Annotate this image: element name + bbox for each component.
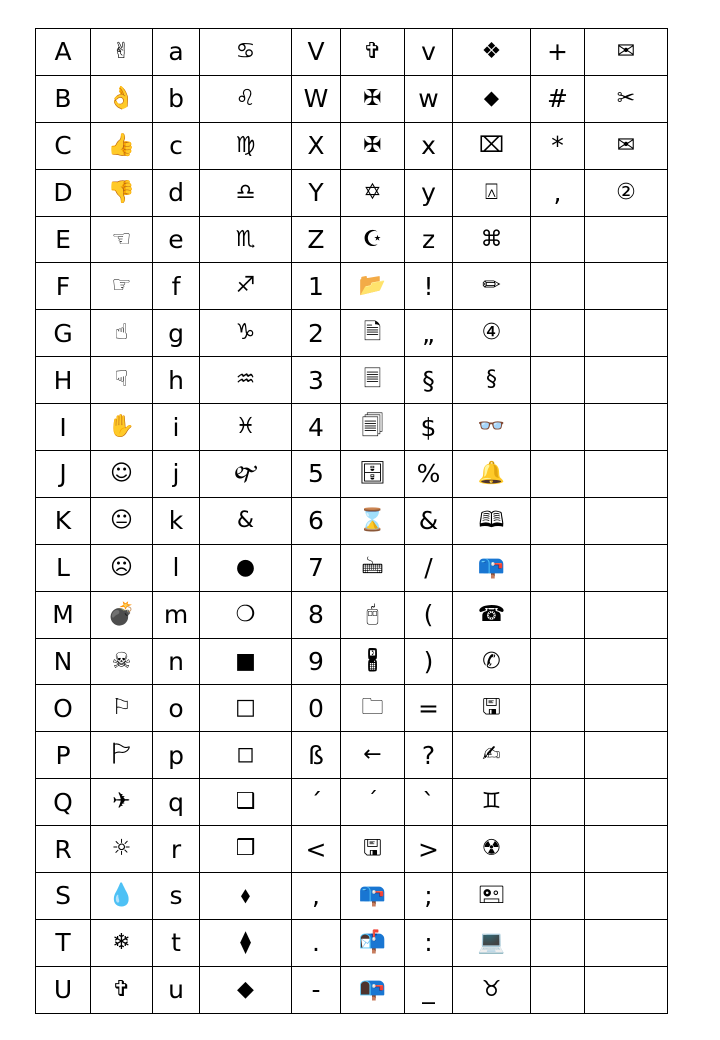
- character-cell: L: [36, 544, 91, 591]
- symbol-glyph-cell: 👓: [453, 404, 531, 451]
- symbol-glyph-cell: ♋: [200, 29, 292, 76]
- symbol-glyph-cell: ✞: [91, 966, 153, 1013]
- symbol-glyph-cell: ✆: [453, 638, 531, 685]
- symbol-glyph-cell: ⚐: [91, 685, 153, 732]
- symbol-glyph-cell: ☜: [91, 216, 153, 263]
- table-row: [36, 966, 668, 1013]
- symbol-glyph-cell: ✈: [91, 779, 153, 826]
- symbol-glyph-cell: 🔔: [453, 451, 531, 498]
- symbol-glyph-cell: 💣: [91, 591, 153, 638]
- symbol-glyph-cell: [585, 216, 668, 263]
- symbol-glyph-cell: ♑: [200, 310, 292, 357]
- table-row: [36, 357, 668, 404]
- character-cell: i: [153, 404, 200, 451]
- symbol-glyph-cell: ☺: [91, 451, 153, 498]
- table-row: [36, 263, 668, 310]
- symbol-glyph-cell: 💻: [453, 919, 531, 966]
- symbol-glyph-cell: ♐: [200, 263, 292, 310]
- character-cell: *: [531, 122, 585, 169]
- symbol-glyph-cell: 📪: [341, 873, 405, 920]
- symbol-glyph-cell: ❑: [200, 779, 292, 826]
- character-cell: o: [153, 685, 200, 732]
- character-cell: 8: [292, 591, 341, 638]
- character-cell: #: [531, 75, 585, 122]
- symbol-glyph-cell: [585, 357, 668, 404]
- symbol-glyph-cell: 📪: [453, 544, 531, 591]
- symbol-glyph-cell: 🙰: [200, 451, 292, 498]
- symbol-glyph-cell: 🖫: [341, 826, 405, 873]
- character-cell: 4: [292, 404, 341, 451]
- character-cell: [531, 310, 585, 357]
- symbol-glyph-cell: 🗎: [341, 310, 405, 357]
- symbol-glyph-cell: ✏: [453, 263, 531, 310]
- table-row: [36, 919, 668, 966]
- character-cell: (: [405, 591, 453, 638]
- character-cell: d: [153, 169, 200, 216]
- symbol-glyph-cell: □: [200, 685, 292, 732]
- table-row: [36, 497, 668, 544]
- symbol-glyph-cell: ✍: [453, 732, 531, 779]
- symbol-glyph-cell: [585, 966, 668, 1013]
- symbol-glyph-cell: ✉: [585, 122, 668, 169]
- symbol-glyph-cell: ◻: [200, 732, 292, 779]
- character-cell: .: [292, 919, 341, 966]
- character-cell: U: [36, 966, 91, 1013]
- character-cell: z: [405, 216, 453, 263]
- character-cell: ;: [405, 873, 453, 920]
- symbol-glyph-cell: ♓: [200, 404, 292, 451]
- character-cell: 1: [292, 263, 341, 310]
- character-cell: [531, 544, 585, 591]
- table-row: [36, 685, 668, 732]
- character-cell: &: [405, 497, 453, 544]
- character-cell: [531, 216, 585, 263]
- table-row: [36, 404, 668, 451]
- symbol-glyph-cell: 🕮: [453, 497, 531, 544]
- symbol-glyph-cell: ✞: [341, 29, 405, 76]
- character-cell: [531, 451, 585, 498]
- symbol-glyph-cell: [585, 873, 668, 920]
- symbol-glyph-cell: ❍: [200, 591, 292, 638]
- character-cell: O: [36, 685, 91, 732]
- character-cell: [531, 497, 585, 544]
- character-cell: E: [36, 216, 91, 263]
- character-cell: =: [405, 685, 453, 732]
- character-cell: G: [36, 310, 91, 357]
- table-row: [36, 732, 668, 779]
- symbol-glyph-cell: ♉: [453, 966, 531, 1013]
- character-cell: n: [153, 638, 200, 685]
- table-row: [36, 873, 668, 920]
- character-cell: q: [153, 779, 200, 826]
- symbol-glyph-cell: [585, 263, 668, 310]
- character-cell: /: [405, 544, 453, 591]
- symbol-glyph-cell: ♍: [200, 122, 292, 169]
- character-cell: :: [405, 919, 453, 966]
- symbol-glyph-cell: 👍: [91, 122, 153, 169]
- character-cell: ß: [292, 732, 341, 779]
- character-cell: b: [153, 75, 200, 122]
- character-cell: [531, 685, 585, 732]
- table-row: [36, 122, 668, 169]
- character-cell: K: [36, 497, 91, 544]
- symbol-glyph-cell: 😐: [91, 497, 153, 544]
- symbol-glyph-cell: ⍓: [453, 169, 531, 216]
- symbol-glyph-cell: [585, 732, 668, 779]
- symbol-glyph-cell: ❖: [453, 29, 531, 76]
- symbol-glyph-cell: ⌧: [453, 122, 531, 169]
- character-cell: x: [405, 122, 453, 169]
- symbol-glyph-cell: 📂: [341, 263, 405, 310]
- symbol-glyph-cell: ←: [341, 732, 405, 779]
- symbol-glyph-cell: ●: [200, 544, 292, 591]
- character-cell: B: [36, 75, 91, 122]
- symbol-glyph-cell: ☼: [91, 826, 153, 873]
- symbol-glyph-cell: 🗏: [341, 357, 405, 404]
- character-cell: >: [405, 826, 453, 873]
- character-cell: T: [36, 919, 91, 966]
- character-cell: P: [36, 732, 91, 779]
- symbol-glyph-cell: &: [200, 497, 292, 544]
- table-row: [36, 169, 668, 216]
- character-cell: ´: [292, 779, 341, 826]
- symbol-glyph-cell: [585, 451, 668, 498]
- character-cell: ?: [405, 732, 453, 779]
- symbol-glyph-cell: ☝: [91, 310, 153, 357]
- table-row: [36, 29, 668, 76]
- symbol-glyph-cell: 👌: [91, 75, 153, 122]
- character-cell: H: [36, 357, 91, 404]
- symbol-glyph-cell: ◆: [200, 966, 292, 1013]
- symbol-glyph-cell: ②: [585, 169, 668, 216]
- symbol-glyph-cell: ˊ: [341, 779, 405, 826]
- symbol-glyph-cell: 🖰: [341, 591, 405, 638]
- character-cell: [531, 919, 585, 966]
- symbol-glyph-cell: ✉: [585, 29, 668, 76]
- character-cell: „: [405, 310, 453, 357]
- symbol-glyph-cell: [585, 685, 668, 732]
- character-cell: F: [36, 263, 91, 310]
- symbol-glyph-cell: ■: [200, 638, 292, 685]
- symbol-glyph-cell: 🖁: [341, 638, 405, 685]
- symbol-glyph-cell: ⌛: [341, 497, 405, 544]
- symbol-glyph-cell: ❄: [91, 919, 153, 966]
- symbol-glyph-cell: [585, 310, 668, 357]
- symbol-glyph-cell: ☹: [91, 544, 153, 591]
- symbol-glyph-cell: 💧: [91, 873, 153, 920]
- character-cell: V: [292, 29, 341, 76]
- symbol-glyph-cell: ♌: [200, 75, 292, 122]
- character-cell: k: [153, 497, 200, 544]
- symbol-glyph-cell: §: [453, 357, 531, 404]
- character-cell: %: [405, 451, 453, 498]
- character-cell: <: [292, 826, 341, 873]
- symbol-glyph-cell: [585, 826, 668, 873]
- character-cell: !: [405, 263, 453, 310]
- character-cell: 5: [292, 451, 341, 498]
- character-cell: I: [36, 404, 91, 451]
- character-cell: [531, 357, 585, 404]
- character-cell: [531, 638, 585, 685]
- symbol-glyph-cell: ♏: [200, 216, 292, 263]
- character-cell: M: [36, 591, 91, 638]
- symbol-glyph-cell: ✠: [341, 75, 405, 122]
- symbol-glyph-cell: ☪: [341, 216, 405, 263]
- character-cell: +: [531, 29, 585, 76]
- character-cell: 6: [292, 497, 341, 544]
- symbol-glyph-cell: 🖮: [341, 544, 405, 591]
- symbol-glyph-cell: 🖭: [453, 873, 531, 920]
- symbol-glyph-cell: 🖫: [453, 685, 531, 732]
- character-cell: C: [36, 122, 91, 169]
- symbol-glyph-cell: 📬: [341, 919, 405, 966]
- character-cell: A: [36, 29, 91, 76]
- character-cell: 7: [292, 544, 341, 591]
- character-cell: ,: [531, 169, 585, 216]
- character-cell: 0: [292, 685, 341, 732]
- character-cell: W: [292, 75, 341, 122]
- symbol-glyph-cell: ☠: [91, 638, 153, 685]
- character-cell: [531, 826, 585, 873]
- character-map-table: [35, 28, 668, 1014]
- character-cell: g: [153, 310, 200, 357]
- character-cell: m: [153, 591, 200, 638]
- symbol-glyph-cell: ☢: [453, 826, 531, 873]
- table-row: [36, 779, 668, 826]
- character-cell: j: [153, 451, 200, 498]
- character-cell: Y: [292, 169, 341, 216]
- character-cell: _: [405, 966, 453, 1013]
- character-cell: p: [153, 732, 200, 779]
- character-cell: N: [36, 638, 91, 685]
- character-cell: [531, 966, 585, 1013]
- character-cell: ): [405, 638, 453, 685]
- symbol-glyph-cell: ⌘: [453, 216, 531, 263]
- symbol-glyph-cell: ✌: [91, 29, 153, 76]
- character-cell: 2: [292, 310, 341, 357]
- table-row: [36, 638, 668, 685]
- symbol-glyph-cell: ❒: [200, 826, 292, 873]
- character-cell: [531, 873, 585, 920]
- character-cell: e: [153, 216, 200, 263]
- table-row: [36, 75, 668, 122]
- character-cell: `: [405, 779, 453, 826]
- character-cell: 3: [292, 357, 341, 404]
- symbol-glyph-cell: [585, 544, 668, 591]
- symbol-glyph-cell: 🗐: [341, 404, 405, 451]
- symbol-glyph-cell: ✋: [91, 404, 153, 451]
- character-cell: v: [405, 29, 453, 76]
- character-cell: h: [153, 357, 200, 404]
- symbol-glyph-cell: [585, 638, 668, 685]
- character-cell: y: [405, 169, 453, 216]
- character-cell: S: [36, 873, 91, 920]
- symbol-glyph-cell: 👎: [91, 169, 153, 216]
- character-cell: R: [36, 826, 91, 873]
- symbol-glyph-cell: 🗄: [341, 451, 405, 498]
- symbol-glyph-cell: [585, 779, 668, 826]
- character-cell: s: [153, 873, 200, 920]
- symbol-glyph-cell: ♒: [200, 357, 292, 404]
- character-cell: $: [405, 404, 453, 451]
- symbol-glyph-cell: 🏱: [91, 732, 153, 779]
- character-cell: l: [153, 544, 200, 591]
- table-row: [36, 451, 668, 498]
- table-row: [36, 310, 668, 357]
- character-cell: f: [153, 263, 200, 310]
- symbol-glyph-cell: ☟: [91, 357, 153, 404]
- symbol-glyph-cell: ⬧: [200, 873, 292, 920]
- character-cell: J: [36, 451, 91, 498]
- symbol-glyph-cell: 🗀: [341, 685, 405, 732]
- character-cell: D: [36, 169, 91, 216]
- character-cell: [531, 404, 585, 451]
- table-row: [36, 216, 668, 263]
- symbol-glyph-cell: ♊: [453, 779, 531, 826]
- character-cell: [531, 779, 585, 826]
- character-map-body: [36, 29, 668, 1014]
- symbol-glyph-cell: ☞: [91, 263, 153, 310]
- character-cell: Z: [292, 216, 341, 263]
- symbol-glyph-cell: [585, 591, 668, 638]
- character-cell: r: [153, 826, 200, 873]
- symbol-glyph-cell: [585, 497, 668, 544]
- character-cell: a: [153, 29, 200, 76]
- table-row: [36, 544, 668, 591]
- character-cell: u: [153, 966, 200, 1013]
- symbol-glyph-cell: ⧫: [200, 919, 292, 966]
- character-cell: Q: [36, 779, 91, 826]
- character-cell: ,: [292, 873, 341, 920]
- symbol-glyph-cell: ⬥: [453, 75, 531, 122]
- symbol-glyph-cell: ♎: [200, 169, 292, 216]
- character-cell: [531, 591, 585, 638]
- symbol-glyph-cell: 📭: [341, 966, 405, 1013]
- character-cell: X: [292, 122, 341, 169]
- character-cell: c: [153, 122, 200, 169]
- symbol-glyph-cell: [585, 919, 668, 966]
- symbol-glyph-cell: ☎: [453, 591, 531, 638]
- table-row: [36, 591, 668, 638]
- table-row: [36, 826, 668, 873]
- symbol-glyph-cell: ✂: [585, 75, 668, 122]
- character-cell: 9: [292, 638, 341, 685]
- symbol-glyph-cell: ✡: [341, 169, 405, 216]
- symbol-glyph-cell: ✠: [341, 122, 405, 169]
- character-cell: [531, 263, 585, 310]
- symbol-glyph-cell: ④: [453, 310, 531, 357]
- symbol-glyph-cell: [585, 404, 668, 451]
- character-cell: w: [405, 75, 453, 122]
- character-cell: -: [292, 966, 341, 1013]
- character-cell: [531, 732, 585, 779]
- character-cell: t: [153, 919, 200, 966]
- character-cell: §: [405, 357, 453, 404]
